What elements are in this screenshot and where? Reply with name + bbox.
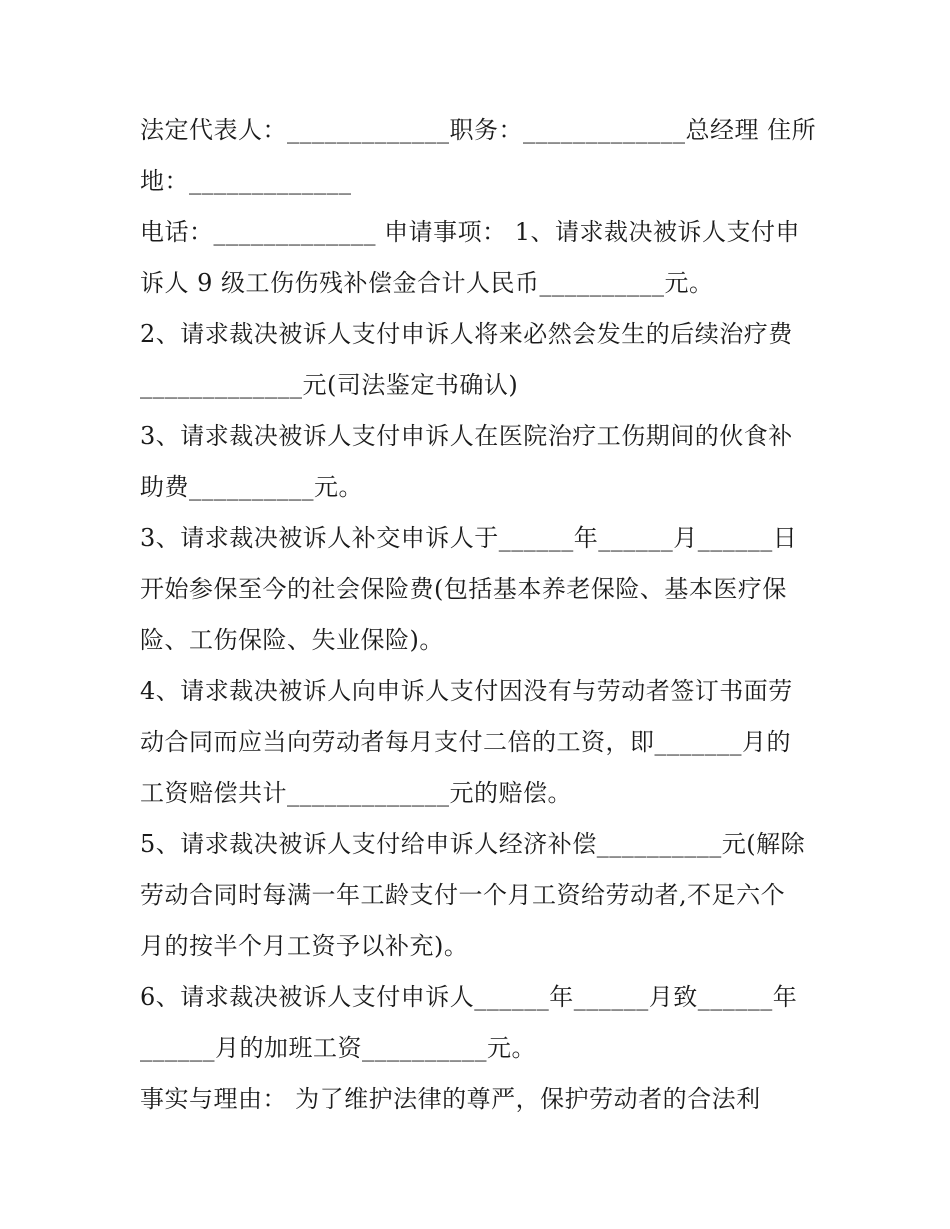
text-line: 2、请求裁决被诉人支付申诉人将来必然会发生的后续治疗费: [140, 320, 793, 348]
text-line: 4、请求裁决被诉人向申诉人支付因没有与劳动者签订书面劳: [140, 677, 793, 705]
text-line: 6、请求裁决被诉人支付申诉人______年______月致______年: [140, 983, 798, 1011]
text-line: 月的按半个月工资予以补充)。: [140, 932, 469, 960]
text-line: 工资赔偿共计_____________元的赔偿。: [140, 779, 572, 807]
text-line: 险、工伤保险、失业保险)。: [140, 626, 444, 654]
text-line: 地：_____________: [140, 167, 352, 195]
text-line: 法定代表人：_____________职务：_____________总经理 住所: [140, 116, 817, 144]
text-line: 诉人 9 级工伤伤残补偿金合计人民币__________元。: [140, 269, 714, 297]
text-line: 电话：_____________ 申请事项： 1、请求裁决被诉人支付申: [140, 218, 801, 246]
text-line: ______月的加班工资__________元。: [140, 1034, 536, 1062]
text-line: 劳动合同时每满一年工龄支付一个月工资给劳动者,不足六个: [140, 881, 786, 909]
text-line: 3、请求裁决被诉人支付申诉人在医院治疗工伤期间的伙食补: [140, 422, 793, 450]
text-line: _____________元(司法鉴定书确认): [140, 371, 519, 399]
text-line: 5、请求裁决被诉人支付给申诉人经济补偿__________元(解除: [140, 830, 806, 858]
text-line: 助费__________元。: [140, 473, 363, 501]
text-line: 事实与理由： 为了维护法律的尊严，保护劳动者的合法利: [140, 1085, 761, 1113]
text-line: 开始参保至今的社会保险费(包括基本养老保险、基本医疗保: [140, 575, 787, 603]
text-line: 3、请求裁决被诉人补交申诉人于______年______月______日: [140, 524, 798, 552]
text-line: 动合同而应当向劳动者每月支付二倍的工资，即_______月的: [140, 728, 791, 756]
